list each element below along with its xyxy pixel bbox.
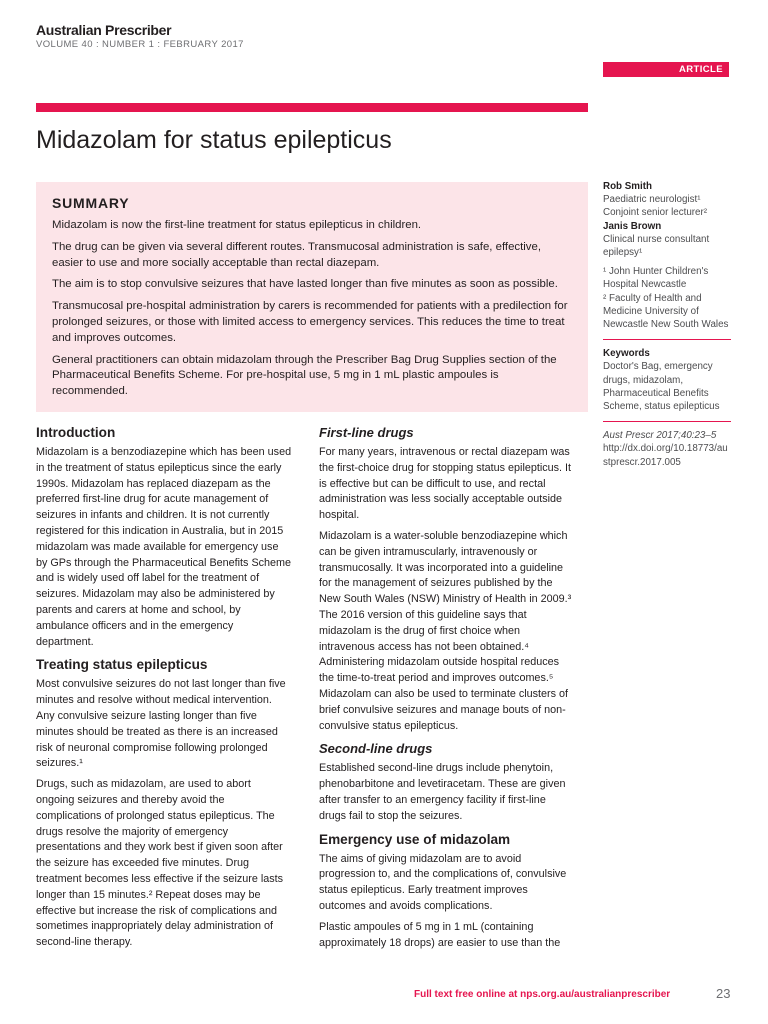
section-heading: Emergency use of midazolam bbox=[319, 831, 511, 847]
body-column-left bbox=[36, 424, 292, 956]
affiliation: ² Faculty of Health and Medicine University of Newcastle New South Wales bbox=[603, 292, 729, 331]
body-paragraph: Established second-line drugs include phenytoin, phenobarbitone and levetiracetam. These are given after transfer to an emergency facility if first-line drugs fail to stop the seizures. bbox=[319, 762, 566, 822]
sidebar-divider bbox=[603, 421, 731, 422]
keywords-list: Doctor's Bag, emergency drugs, midazolam, Pharmaceutical Benefits Scheme, status epilepticus bbox=[603, 361, 720, 413]
section-heading: Treating status epilepticus bbox=[36, 657, 208, 673]
body-column-right bbox=[319, 424, 575, 956]
page-number: 23 bbox=[716, 986, 731, 1001]
journal-logo: Australian Prescriber bbox=[36, 22, 172, 38]
body-paragraph: Plastic ampoules of 5 mg in 1 mL (containing approximately 18 drops) are easier to use than the bbox=[319, 920, 561, 949]
keywords-heading: Keywords bbox=[603, 348, 650, 360]
author-name: Rob Smith bbox=[603, 181, 652, 192]
body-paragraph: Midazolam is a benzodiazepine which has been used in the treatment of status epilepticus since the early 1990s. Midazolam has replaced diazepam as the preferred first-line drug for acute management of seizures in infants and children. It is not currently registered for this indication in Australia, but in 2015 midazolam was made available for emergency use by GPs through the Pharmaceutical Benefits Scheme and is widely used off label for the treatment of seizures. Midazolam may also be administered by parents and carers at home and school, by ambulance officers and in the emergency department. bbox=[36, 446, 292, 648]
body-paragraph: The aims of giving midazolam are to avoid progression to, and the complications of, convulsive status epilepticus. Early treatment improves outcomes and avoids complications. bbox=[319, 852, 567, 912]
author-role: Paediatric neurologist¹ bbox=[603, 194, 701, 206]
masthead bbox=[36, 22, 244, 50]
summary-paragraph: Midazolam is now the first-line treatment for status epilepticus in children. bbox=[52, 219, 422, 231]
affiliation: ¹ John Hunter Children's Hospital Newcastle bbox=[603, 266, 709, 291]
subsection-heading: First-line drugs bbox=[319, 425, 414, 440]
subsection-heading: Second-line drugs bbox=[319, 741, 433, 757]
author-name: Janis Brown bbox=[603, 220, 662, 232]
title-accent-bar bbox=[36, 103, 588, 112]
body-paragraph: Midazolam is a water-soluble benzodiazepine which can be given intramuscularly, intravenously or transmucosally. It was incorporated into a guideline for the management of seizures published by the New South Wales (NSW) Ministry of Health in 2009.³ The 2016 version of this guideline says that midazolam is the drug of first choice when intravenous access has not been obtained.⁴ Administering midazolam outside hospital reduces the time-to-treat period and improves outcomes.⁵ Midazolam can also be used to terminate clusters of brief convulsive seizures and manage bouts of non-convulsive status epilepticus. bbox=[319, 529, 572, 732]
summary-paragraph: The aim is to stop convulsive seizures that have lasted longer than five minutes as soon as possible. bbox=[52, 278, 558, 291]
summary-box bbox=[36, 182, 588, 412]
body-paragraph: For many years, intravenous or rectal diazepam was the first-choice drug for stopping status epilepticus. It is effective but can be difficult to use, and rectal administration was less socially acceptable outside hospital. bbox=[319, 446, 572, 522]
doi-link[interactable]: http://dx.doi.org/10.18773/austprescr.2017.005 bbox=[603, 443, 728, 468]
citation: Aust Prescr 2017;40:23–5 bbox=[603, 430, 717, 442]
footer-link[interactable]: Full text free online at nps.org.au/australianprescriber bbox=[414, 989, 671, 1000]
sidebar-divider bbox=[603, 339, 731, 340]
article-title: Midazolam for status epilepticus bbox=[36, 126, 392, 154]
summary-paragraph: General practitioners can obtain midazolam through the Prescriber Bag Drug Supplies section of the Pharmaceutical Benefits Scheme. For pre-hospital use, 5 mg in 1 mL plastic ampoules is recommended. bbox=[52, 353, 557, 398]
article-tag: ARTICLE bbox=[603, 62, 729, 77]
author-role: Clinical nurse consultant epilepsy¹ bbox=[603, 233, 710, 259]
summary-paragraph: The drug can be given via several different routes. Transmucosal administration is safe, effective, easier to use and more socially acceptable than rectal diazepam. bbox=[52, 240, 541, 269]
author-sidebar bbox=[603, 180, 731, 469]
summary-heading: SUMMARY bbox=[52, 195, 130, 211]
summary-paragraph: Transmucosal pre-hospital administration by carers is recommended for patients with a predilection for prolonged seizures, or those with limited access to emergency services. This reduces the time to treat and improves outcomes. bbox=[52, 300, 568, 344]
body-paragraph: Most convulsive seizures do not last longer than five minutes and resolve without medical intervention. Any convulsive seizure lasting longer than five minutes should be treated as there is an increased risk of neuronal compromise following prolonged seizures.¹ bbox=[36, 678, 286, 770]
body-paragraph: Drugs, such as midazolam, are used to abort ongoing seizures and thereby avoid the complications of prolonged status epilepticus. The drugs resolve the majority of emergency presentations and they work best if given soon after the seizure has exceeded five minutes. Drug treatment becomes less effective if the seizure lasts longer than 15 minutes.² Repeat doses may be effective but increase the risk of complications and sometimes inappropriately delay administration of second-line therapy. bbox=[36, 778, 284, 949]
author-role: Conjoint senior lecturer² bbox=[603, 207, 708, 219]
section-heading: Introduction bbox=[36, 425, 116, 440]
issue-line: VOLUME 40 : NUMBER 1 : FEBRUARY 2017 bbox=[36, 39, 244, 50]
